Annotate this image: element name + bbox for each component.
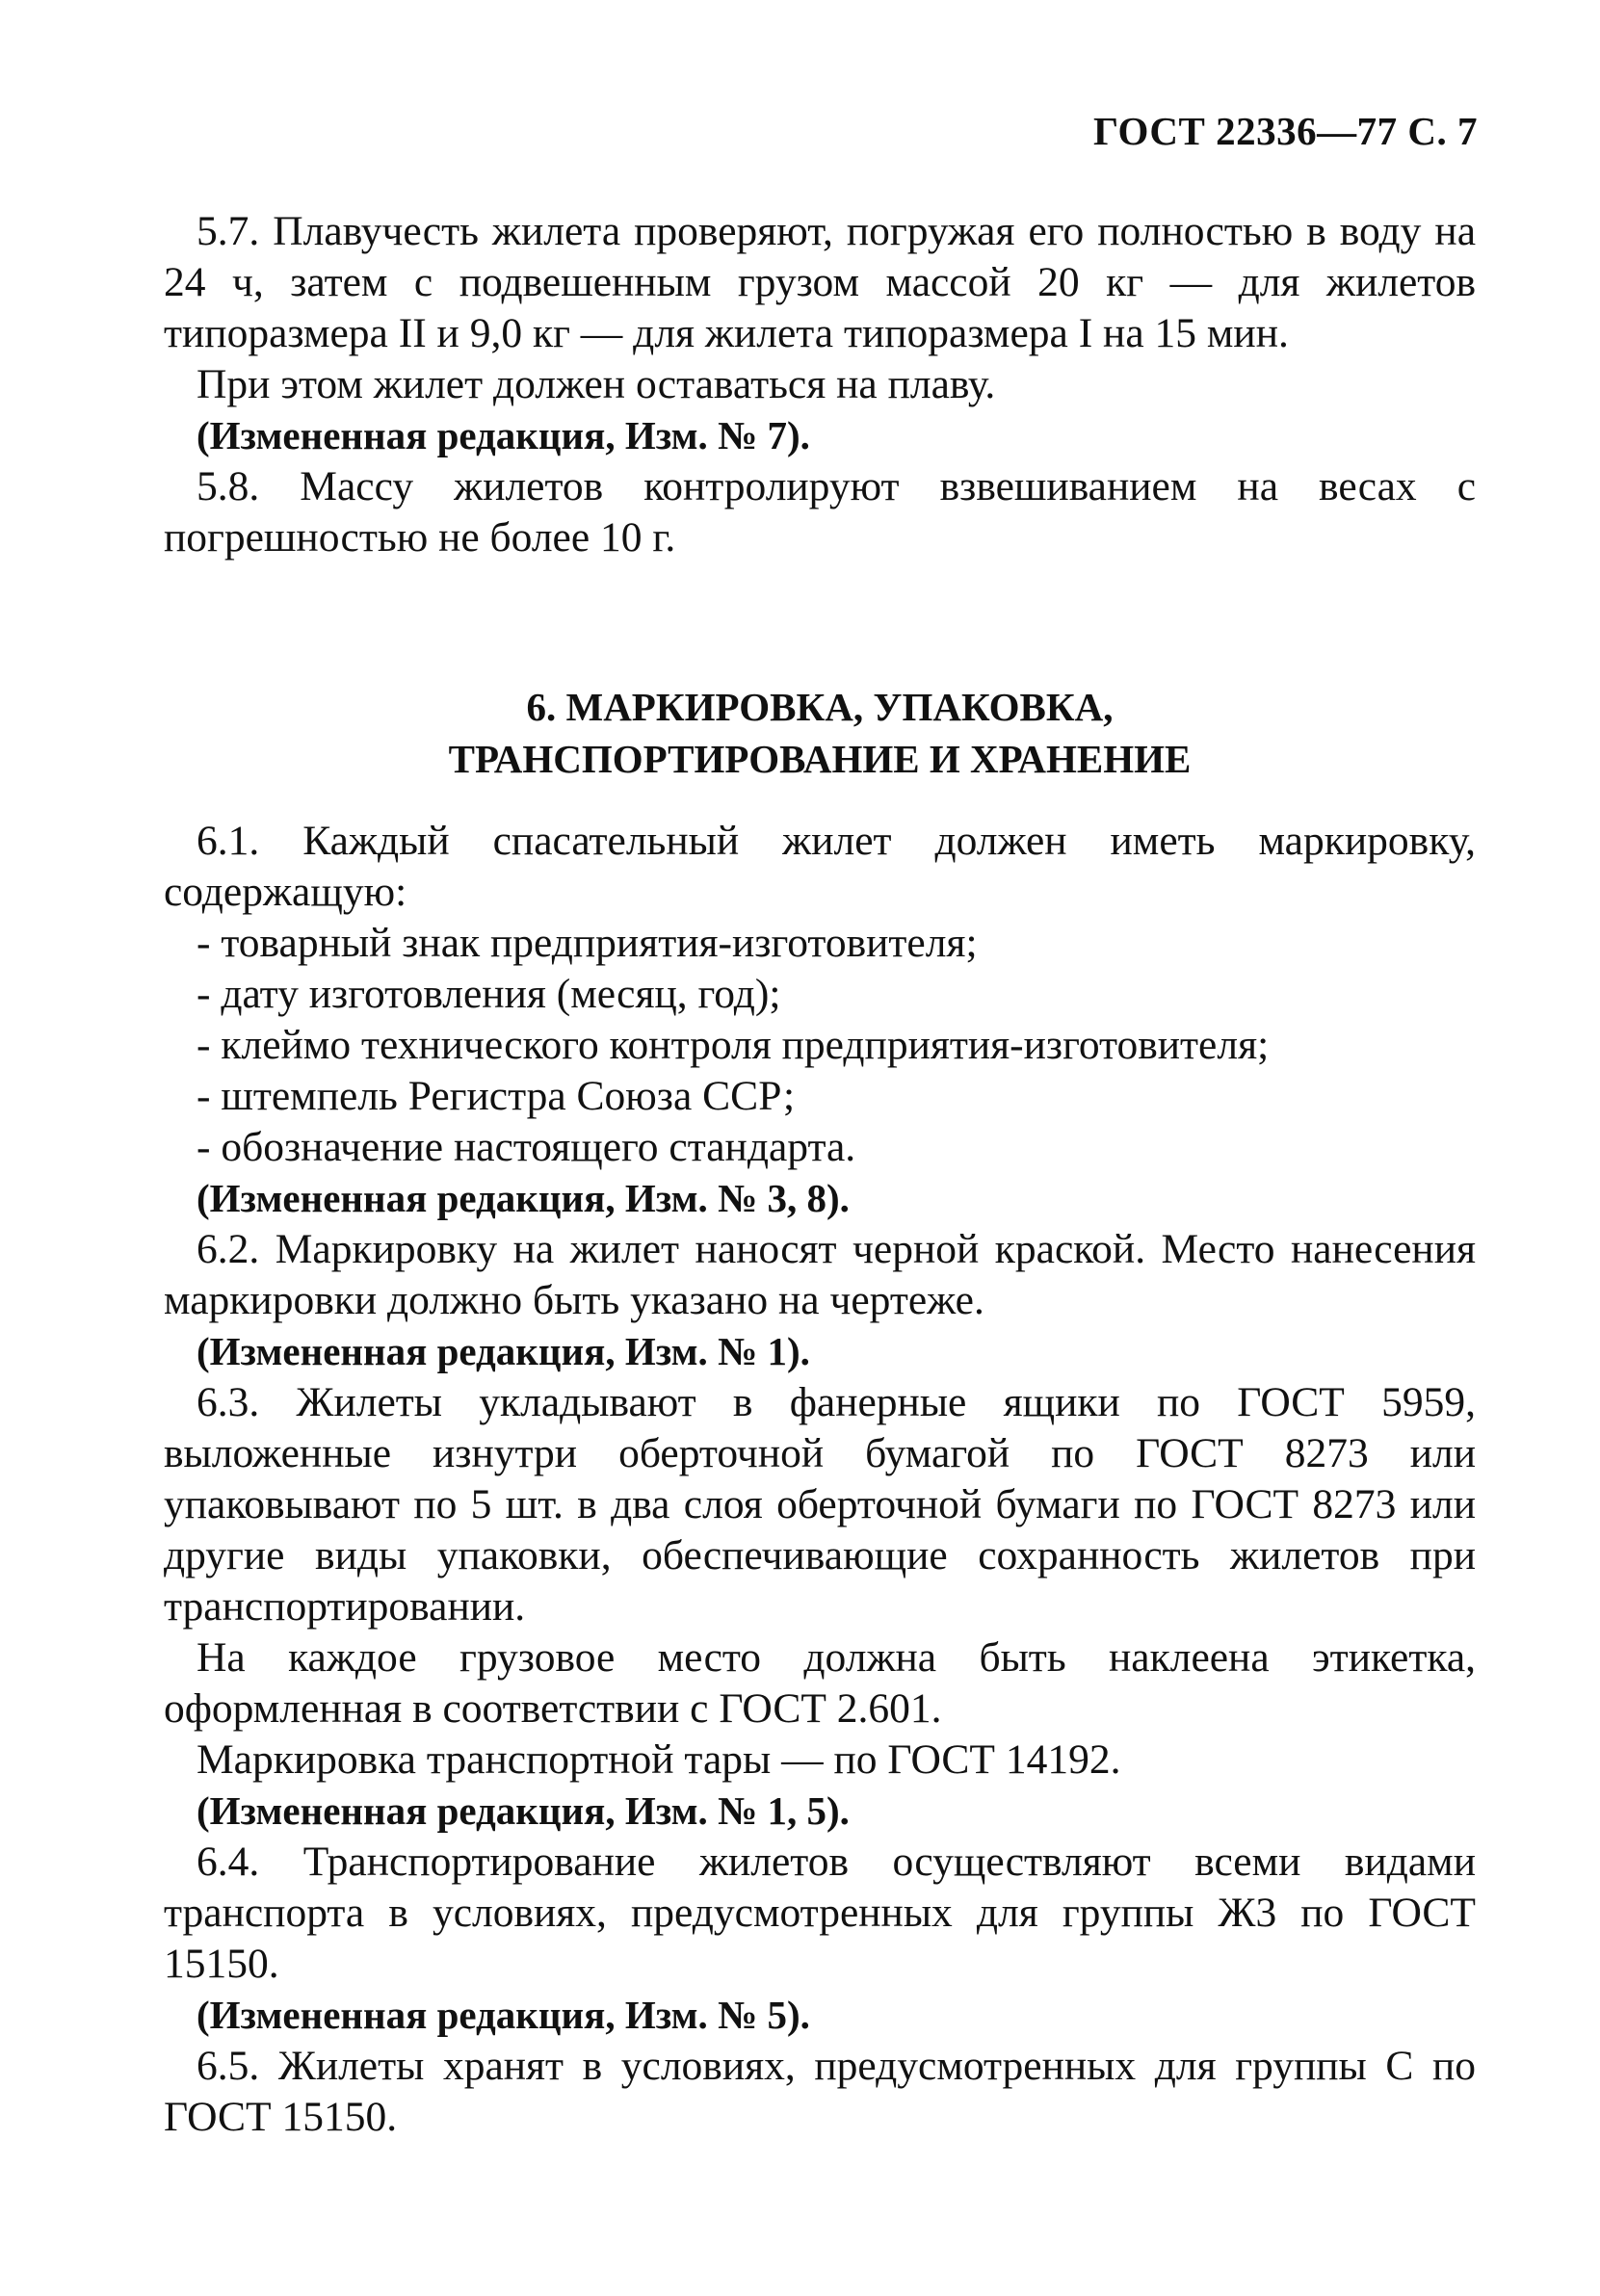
paragraph-6-4: 6.4. Транспортирование жилетов осуществляют всеми видами транспорта в условиях, предусмотренных для группы Ж3 по ГОСТ 15150. [164, 1839, 1476, 1987]
amendment-note-6-4: (Измененная редакция, Изм. № 5). [197, 1993, 810, 2037]
list-item: - клеймо технического контроля предприятия-изготовителя; [197, 1022, 1270, 1068]
paragraph-6-3: 6.3. Жилеты укладывают в фанерные ящики по ГОСТ 5959, выложенные изнутри оберточной бумагой по ГОСТ 8273 или упаковывают по 5 шт. в два слоя оберточной бумаги по ГОСТ 8273 или другие виды упаковки, обеспечивающие сохранность жилетов при транспортировании. [164, 1379, 1476, 1630]
amendment-note-6-1: (Измененная редакция, Изм. № 3, 8). [197, 1176, 850, 1220]
list-item: - штемпель Регистра Союза ССР; [197, 1073, 796, 1119]
paragraph-6-5: 6.5. Жилеты хранят в условиях, предусмотренных для группы С по ГОСТ 15150. [164, 2043, 1476, 2140]
amendment-note-5-7: (Измененная редакция, Изм. № 7). [197, 413, 810, 457]
paragraph-6-3-marking: Маркировка транспортной тары — по ГОСТ 14192. [197, 1736, 1121, 1783]
paragraph-5-7-note: При этом жилет должен оставаться на плаву. [197, 361, 996, 407]
list-item: - товарный знак предприятия-изготовителя; [197, 920, 978, 966]
section-title-6 [164, 681, 1476, 785]
page-header: ГОСТ 22336—77 С. 7 [1092, 109, 1478, 153]
paragraph-5-8: 5.8. Массу жилетов контролируют взвешиванием на весах с погрешностью не более 10 г. [164, 463, 1476, 561]
paragraph-6-2: 6.2. Маркировку на жилет наносят черной краской. Место нанесения маркировки должно быть указано на чертеже. [164, 1226, 1476, 1323]
paragraph-5-7: 5.7. Плавучесть жилета проверяют, погружая его полностью в воду на 24 ч, затем с подвешенным грузом массой 20 кг — для жилетов типоразмера II и 9,0 кг — для жилета типоразмера I на 15 мин. [164, 208, 1476, 356]
section-title-line-1: 6. МАРКИРОВКА, УПАКОВКА, [526, 685, 1114, 729]
list-item: - дату изготовления (месяц, год); [197, 971, 781, 1017]
section-title-line-2: ТРАНСПОРТИРОВАНИЕ И ХРАНЕНИЕ [448, 737, 1192, 781]
amendment-note-6-3: (Измененная редакция, Изм. № 1, 5). [197, 1788, 850, 1833]
paragraph-6-3-label: На каждое грузовое место должна быть наклеена этикетка, оформленная в соответствии с ГОСТ 2.601. [164, 1634, 1476, 1732]
document-body [164, 206, 1476, 2143]
amendment-note-6-2: (Измененная редакция, Изм. № 1). [197, 1329, 810, 1373]
paragraph-6-1: 6.1. Каждый спасательный жилет должен иметь маркировку, содержащую: [164, 818, 1476, 915]
list-item: - обозначение настоящего стандарта. [197, 1124, 856, 1170]
